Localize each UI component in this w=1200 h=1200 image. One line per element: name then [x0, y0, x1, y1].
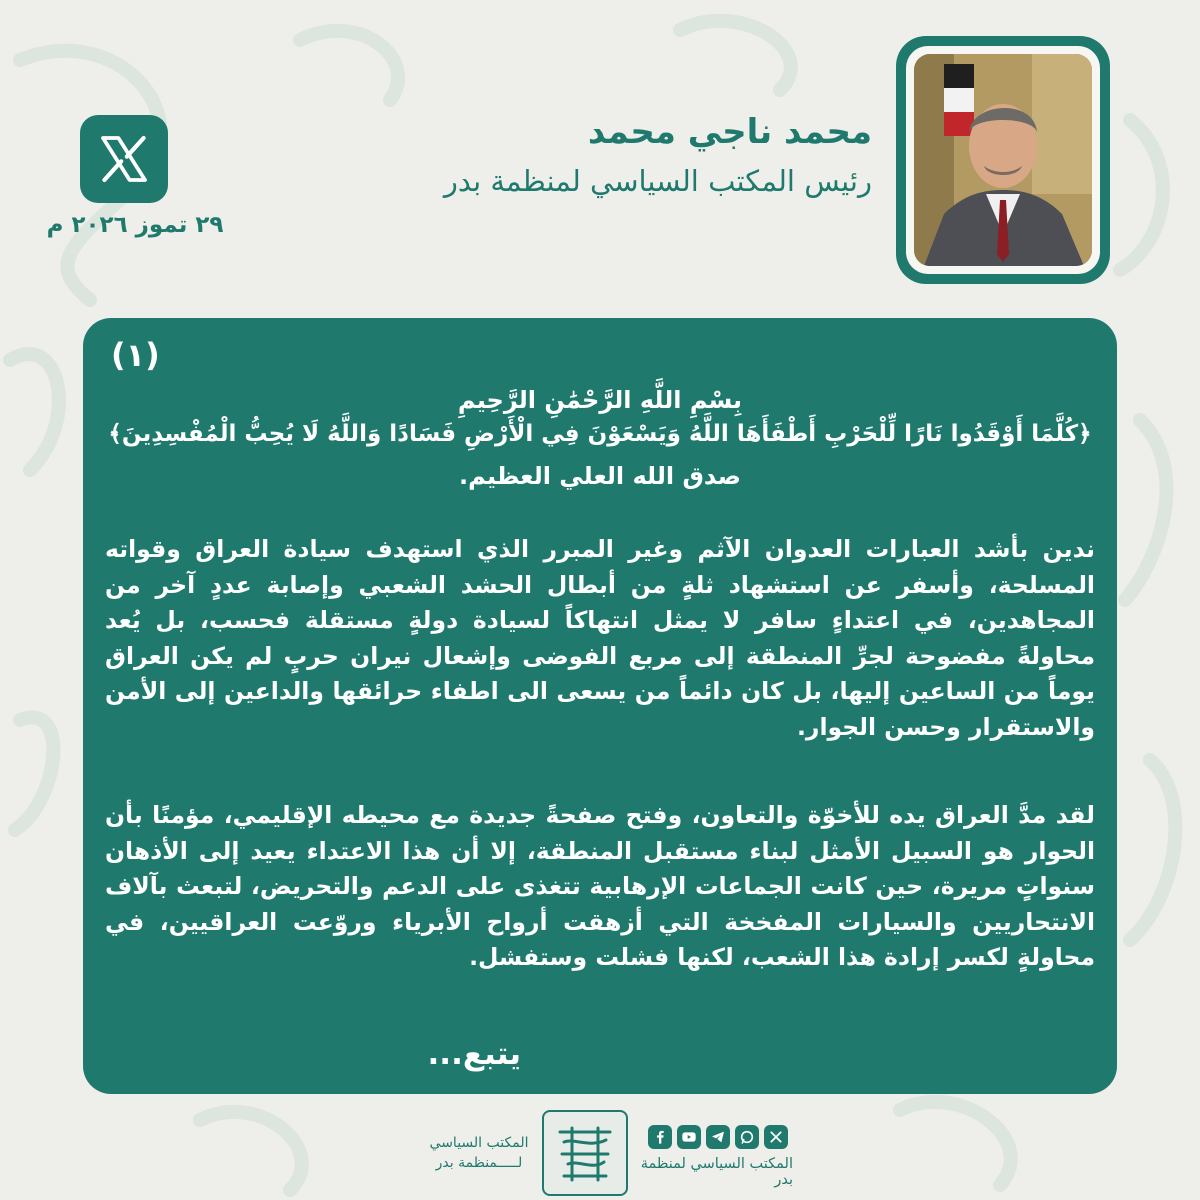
post-date: ٢٩ تموز ٢٠٢٦ م	[46, 212, 224, 238]
org-name-line-2: لـــــمنظمة بدر	[435, 1155, 523, 1171]
org-name-block	[424, 1133, 534, 1173]
telegram-icon[interactable]	[706, 1125, 730, 1149]
whatsapp-icon[interactable]	[735, 1125, 759, 1149]
social-label: المكتب السياسي لمنظمة بدر	[640, 1156, 793, 1188]
x-logo-icon	[80, 115, 168, 203]
org-name-line-1: المكتب السياسي	[429, 1135, 529, 1151]
portrait-photo	[914, 54, 1092, 266]
person-role: رئيس المكتب السياسي لمنظمة بدر	[443, 164, 872, 198]
part-number: (١)	[111, 336, 160, 374]
portrait-illustration	[914, 54, 1092, 266]
org-calligraphy-logo-icon	[542, 1110, 628, 1196]
quran-verse: ﴿كُلَّمَا أَوْقَدُوا نَارًا لِّلْحَرْبِ أَطْفَأَهَا اللَّهُ وَيَسْعَوْنَ فِي الْأَرْضِ فَسَادًا وَاللَّهُ لَا يُحِبُّ الْمُفْسِدِينَ﴾	[108, 421, 1092, 447]
verse-closing: صدق الله العلي العظيم.	[459, 462, 741, 490]
calligraphy-glyph	[550, 1118, 620, 1188]
to-be-continued: يتبع...	[427, 1036, 521, 1072]
person-name: محمد ناجي محمد	[587, 112, 872, 152]
statement-paragraph-1: ندين بأشد العبارات العدوان الآثم وغير المبرر الذي استهدف سيادة العراق وقواته المسلحة، وأسفر عن استشهاد ثلةٍ من أبطال الحشد الشعبي وإصابة عددٍ آخر من المجاهدين، في اعتداءٍ سافر لا يمثل انتهاكاً لسيادة دولةٍ مستقلة فحسب، بل يُعد محاولةً مفضوحة لجرِّ المنطقة إلى مربع الفوضى وإشعال نيران حربٍ لم يكن العراق يوماً من الساعين إليها، بل كان دائماً من يسعى الى اطفاء حرائقها والداعين إلى الأمن والاستقرار وحسن الجوار.	[105, 535, 1095, 741]
facebook-icon[interactable]	[648, 1125, 672, 1149]
social-links	[633, 1125, 788, 1151]
basmala-text: بِسْمِ اللَّهِ الرَّحْمَٰنِ الرَّحِيمِ	[457, 386, 743, 414]
x-logo-glyph	[96, 131, 152, 187]
portrait-frame	[896, 36, 1110, 284]
statement-paragraph-2: لقد مدَّ العراق يده للأخوّة والتعاون، وفتح صفحةً جديدة مع محيطه الإقليمي، مؤمنًا بأن الحوار هو السبيل الأمثل لبناء مستقبل المنطقة، إلا أن هذا الاعتداء يعيد إلى الأذهان سنواتٍ مريرة، حين كانت الجماعات الإرهابية تتغذى على الدعم والتحريض، لتبعث بآلاف الانتحاريين والسيارات المفخخة التي أزهقت أرواح الأبرياء وروّعت العراقيين، في محاولةٍ لكسر إرادة هذا الشعب، لكنها فشلت وستفشل.	[105, 801, 1095, 972]
statement-card	[83, 318, 1117, 1094]
youtube-icon[interactable]	[677, 1125, 701, 1149]
x-icon[interactable]	[764, 1125, 788, 1149]
portrait-inner-border	[906, 46, 1100, 274]
